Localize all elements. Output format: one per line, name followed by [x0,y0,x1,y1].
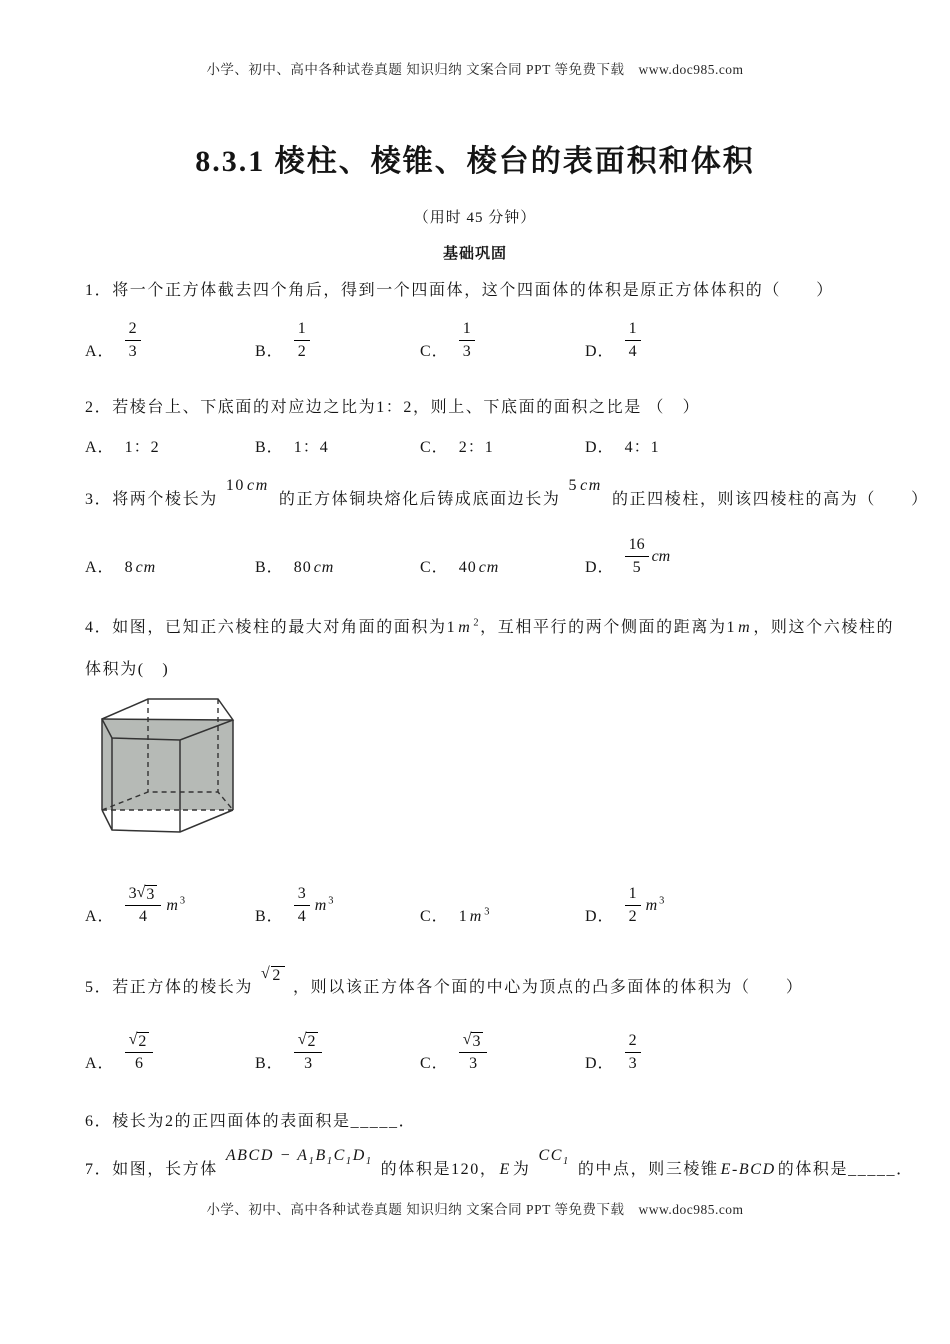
option-label: B． [255,1055,284,1072]
section-heading: 基础巩固 [442,246,507,262]
unit-symbol: m [469,908,483,925]
question-3-stem [85,477,929,510]
inline-math-cc1 [538,1147,570,1168]
math-text: C [333,1147,346,1164]
radicand: 3 [145,885,157,904]
option-label: C． [420,559,449,576]
inline-math-10cm [226,478,271,494]
option-label: B． [255,343,284,360]
fraction [625,319,641,362]
radical-sign: √ [261,965,272,982]
option-label: A． [85,908,115,925]
fraction-numerator: 2 [125,319,141,341]
fraction-numerator: 1 [294,319,310,341]
question-1-options [0,316,950,362]
fraction-denominator: 4 [297,908,306,925]
option-value [459,558,502,578]
footer-watermark: 小学、初中、高中各种试卷真题 知识归纳 文案合同 PPT 等免费下载 www.doc985.com [206,1202,744,1217]
question-2-option-d [585,438,660,458]
exponent: 3 [179,895,186,907]
unit [164,897,185,915]
radicand: 2 [137,1032,149,1051]
stem-text: 的正四棱柱，则该四棱柱的高为（ ） [611,491,929,508]
square-root [463,1032,484,1051]
stem-text: 4．如图，已知正六棱柱的最大对角面的面积为1 [85,619,457,636]
option-value: 1：2 [124,439,160,456]
radical-sign: √ [297,1030,307,1048]
stem-text: ，则这个六棱柱的 [753,619,895,636]
question-2-stem: 2．若棱台上、下底面的对应边之比为1：2，则上、下底面的面积之比是 （ ） [85,399,701,416]
question-3-option-c [420,558,501,578]
fraction-denominator: 3 [628,1055,637,1072]
fraction-numerator [459,1032,488,1053]
unit: cm [651,547,671,565]
question-5-option-d [585,1031,641,1074]
unit-symbol: m [645,896,658,914]
option-label: C． [420,343,449,360]
value: 80 [293,559,312,576]
option-label: C． [420,1055,449,1072]
math-text: B [315,1147,327,1164]
value: 40 [458,559,477,576]
option-label: A． [85,1055,115,1072]
stem-text: 3．将两个棱长为 [85,491,218,508]
question-7-stem [85,1147,914,1180]
radicand: 2 [306,1032,318,1051]
fraction-denominator: 2 [628,908,637,925]
stem-text: 的体积是_____． [777,1161,914,1178]
variable-m: m [738,619,752,636]
question-4-option-b [255,884,333,927]
variable-ebcd: E-BCD [720,1161,776,1178]
question-3-options [0,532,950,578]
square-root [298,1032,319,1051]
subscript: 1 [365,1156,373,1168]
stem-text: 7．如图，长方体 [85,1161,218,1178]
unit: cm [247,477,269,494]
fraction-denominator: 4 [138,908,147,925]
variable-m: m [458,619,472,636]
value: 5 [568,477,579,494]
option-value [459,907,491,927]
question-5-stem [85,965,890,999]
fraction-with-unit [625,535,673,578]
question-4-stem-line2: 体积为( ) [85,661,170,678]
inline-math-cuboid-name [225,1147,373,1168]
fraction [625,884,641,927]
stem-text: 5．若正方体的棱长为 [85,979,254,996]
fraction [625,535,649,578]
fraction-with-unit [625,884,665,927]
fraction-numerator: 1 [625,319,641,341]
option-label: C． [420,908,449,925]
unit [644,897,665,915]
square-root [137,885,158,904]
fraction-numerator: 2 [625,1031,641,1053]
question-3-option-a [85,558,158,578]
question-2-option-a [85,438,160,458]
question-5-option-c [420,1032,487,1074]
fraction [459,319,475,362]
fraction-numerator [125,1032,154,1053]
coefficient: 1 [458,908,468,925]
fraction-numerator: 1 [625,884,641,906]
question-5-options [0,1026,950,1074]
option-label: B． [255,559,284,576]
question-1-option-b [255,319,310,362]
shaded-diagonal-section [102,719,233,810]
exponent: 2 [473,617,481,629]
question-2-option-b [255,438,329,458]
unit-symbol: m [314,896,327,914]
question-1-option-c [420,319,475,362]
subscript: 1 [563,1156,570,1168]
fraction [294,319,310,362]
square-root [129,1032,150,1051]
option-label: A． [85,343,115,360]
fraction [294,1032,323,1074]
fraction [625,1031,641,1074]
question-5-option-b [255,1032,322,1074]
question-4-option-c [420,907,490,927]
radical-sign: √ [462,1030,472,1048]
question-3-option-d [585,535,672,578]
option-label: A． [85,559,115,576]
option-value: 2：1 [458,439,494,456]
fraction-denominator: 4 [628,343,637,360]
page-title: 8.3.1 棱柱、棱锥、棱台的表面积和体积 [195,145,755,178]
coefficient: 3 [128,885,137,902]
stem-text: ，则以该正方体各个面的中心为顶点的凸多面体的体积为（ ） [293,979,804,996]
fraction [294,884,310,927]
fraction-denominator: 5 [632,559,641,576]
fraction-denominator: 3 [304,1055,313,1072]
option-label: B． [255,439,284,456]
question-4-stem-line1 [85,617,895,638]
subscript: 1 [308,1156,316,1168]
stem-text: 的正方体铜块熔化后铸成底面边长为 [278,491,561,508]
fraction [125,1032,154,1074]
exponent: 3 [659,895,665,907]
question-6-stem: 6．棱长为2的正四面体的表面积是_____． [85,1113,417,1130]
fraction [125,884,162,927]
question-1-stem: 1．将一个正方体截去四个角后，得到一个四面体，这个四面体的体积是原正方体体积的（ ） [85,282,834,299]
unit: cm [580,477,602,494]
radical-sign: √ [136,883,146,901]
math-text: ABCD − A [225,1147,309,1164]
fraction-numerator: 1 [459,319,475,341]
fraction-denominator: 6 [134,1055,143,1072]
variable-e: E [499,1161,511,1178]
unit [313,897,334,915]
hexagonal-prism-figure [90,695,250,843]
inline-math-5cm [568,478,603,494]
option-label: D． [585,559,615,576]
option-value: 4：1 [624,439,660,456]
question-2-option-c [420,438,494,458]
time-limit-note: （用时 45 分钟） [413,210,537,226]
fraction-denominator: 3 [128,343,137,360]
fraction-with-unit [125,884,186,927]
fraction-with-unit [294,884,334,927]
radical-sign: √ [128,1030,138,1048]
unit: cm [478,559,500,576]
value: 10 [225,477,246,494]
exponent: 3 [328,895,334,907]
fraction [459,1032,488,1074]
option-label: A． [85,439,115,456]
question-2-options [0,438,950,458]
option-label: C． [420,439,449,456]
option-label: D． [585,908,615,925]
question-1-option-d [585,319,641,362]
fraction-denominator: 3 [462,343,471,360]
option-value: 1：4 [293,439,329,456]
fraction [125,319,141,362]
radicand: 2 [271,966,285,985]
unit: cm [135,559,157,576]
option-value [294,558,337,578]
subscript: 1 [345,1156,353,1168]
option-label: D． [585,439,615,456]
question-4-option-d [585,884,664,927]
question-3-option-b [255,558,336,578]
question-4-options [0,880,950,927]
option-label: D． [585,1055,615,1072]
fraction-numerator: 3 [294,884,310,906]
option-value [125,558,159,578]
stem-text: ，互相平行的两个侧面的距离为1 [480,619,737,636]
fraction-numerator [294,1032,323,1053]
exponent: 3 [484,906,491,918]
option-label: B． [255,908,284,925]
fraction-numerator [125,884,162,906]
question-5-option-a [85,1032,153,1074]
fraction-denominator: 3 [469,1055,478,1072]
stem-text: 为 [512,1161,531,1178]
inline-math-sqrt2 [261,966,285,985]
question-1-option-a [85,319,141,362]
option-label: D． [585,343,615,360]
question-4-option-a [85,884,185,927]
unit-symbol: m [166,896,178,914]
stem-text: 的体积是120， [380,1161,498,1178]
subscript: 1 [326,1156,334,1168]
fraction-numerator: 16 [625,535,649,557]
unit: cm [313,559,335,576]
fraction-denominator: 2 [297,343,306,360]
header-watermark: 小学、初中、高中各种试卷真题 知识归纳 文案合同 PPT 等免费下载 www.doc985.com [206,62,744,77]
radicand: 3 [471,1032,483,1051]
value: 8 [124,559,134,576]
math-text: CC [538,1147,564,1164]
math-text: D [352,1147,366,1164]
stem-text: 的中点，则三棱锥 [577,1161,719,1178]
square-root [261,966,285,985]
